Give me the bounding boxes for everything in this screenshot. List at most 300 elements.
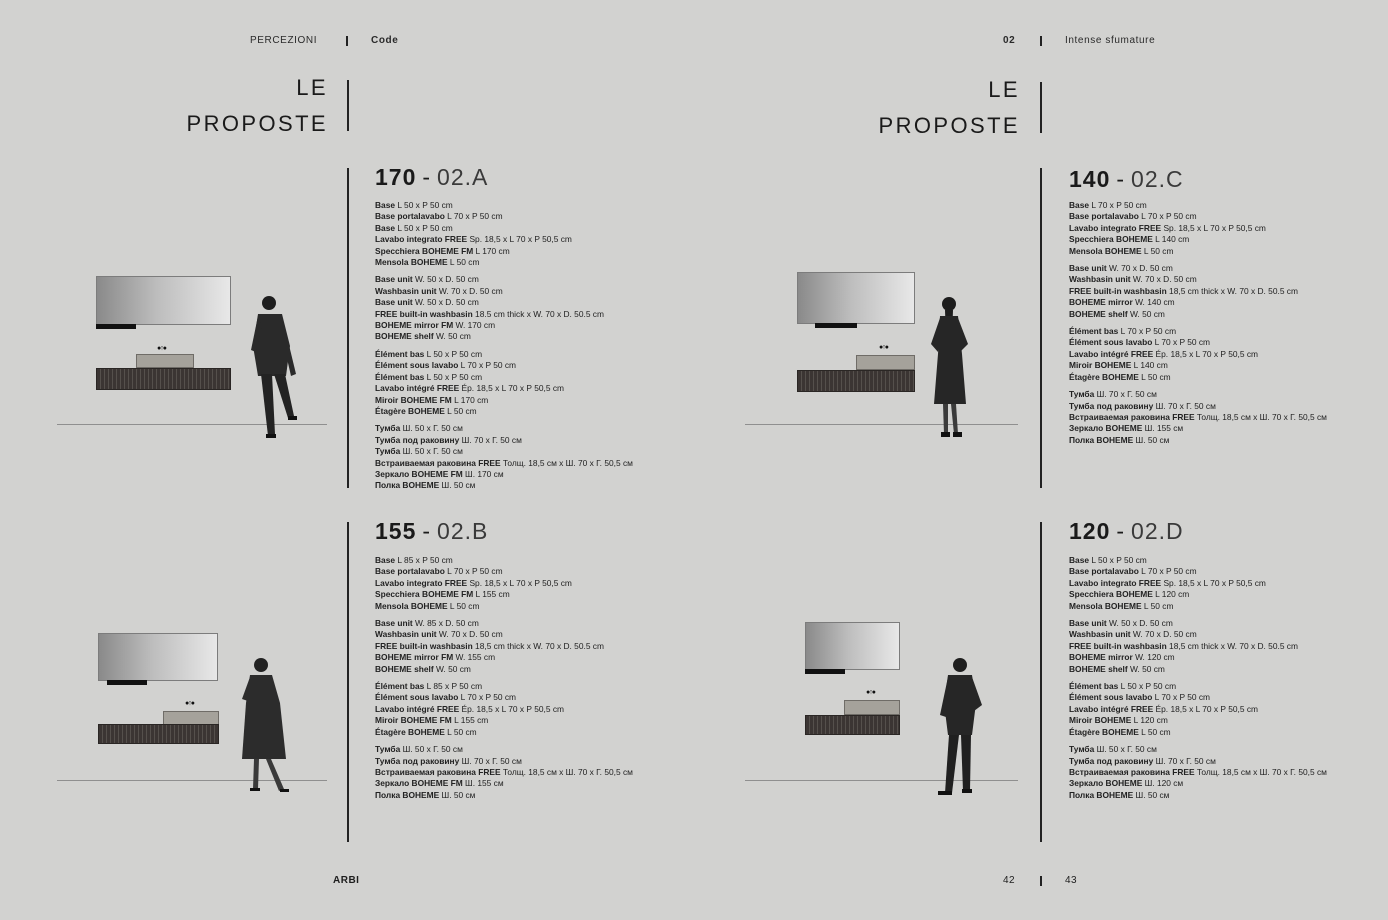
spec-item: Base unit xyxy=(1069,618,1107,629)
section-sub: Code xyxy=(371,35,399,46)
spec-line xyxy=(375,578,633,589)
spec-item: BOHEME mirror FM xyxy=(375,320,454,331)
spec-item: Lavabo integrato FREE xyxy=(1069,222,1162,233)
spec-line xyxy=(375,715,633,726)
spec-item: BOHEME mirror xyxy=(1069,652,1133,663)
composition-code: 02.A xyxy=(437,164,489,190)
spec-dimensions: Ш. 70 x Г. 50 см xyxy=(459,755,522,766)
tap-icon: ●↑● xyxy=(866,689,875,696)
spec-dimensions: L 50 cm xyxy=(447,257,480,268)
spec-dimensions: L 70 x P 50 cm xyxy=(1152,337,1211,348)
spec-dimensions: Ép. 18,5 x L 70 x P 50,5 cm xyxy=(459,703,564,714)
spec-line xyxy=(1069,223,1327,234)
spec-dimensions: W. 70 x D. 50 cm xyxy=(1106,263,1173,274)
spec-line xyxy=(375,692,633,703)
spec-dimensions: Ш. 70 x Г. 50 см xyxy=(1094,389,1157,400)
mirror-illustration xyxy=(797,272,915,324)
title-divider xyxy=(1040,82,1042,133)
mirror-shelf xyxy=(107,680,147,685)
spec-line xyxy=(375,257,633,268)
spec-item: Mensola BOHEME xyxy=(1069,600,1142,611)
spec-item: Lavabo intégré FREE xyxy=(375,703,460,714)
spec-dimensions: W. 70 x D. 50 cm xyxy=(1130,274,1197,285)
spec-line xyxy=(1069,589,1327,600)
person-figure xyxy=(240,655,292,797)
tap-icon: ●↑● xyxy=(879,344,888,351)
spec-item: FREE built-in washbasin xyxy=(1069,285,1167,296)
spec-item: Base portalavabo xyxy=(1069,211,1139,222)
header-divider xyxy=(1040,36,1042,46)
spec-dimensions: Ép. 18,5 x L 70 x P 50,5 cm xyxy=(459,383,564,394)
spec-dimensions: L 50 cm xyxy=(447,600,480,611)
spec-dimensions: L 50 x P 50 cm xyxy=(1118,681,1177,692)
spec-dimensions: Ép. 18,5 x L 70 x P 50,5 cm xyxy=(1153,703,1258,714)
spec-line xyxy=(375,331,633,342)
chapter-title: Intense sfumature xyxy=(1065,35,1156,46)
title-divider xyxy=(347,80,349,131)
spec-item: Lavabo intégré FREE xyxy=(1069,348,1154,359)
spec-group xyxy=(375,274,633,342)
spec-line xyxy=(1069,767,1327,778)
washbasin-illustration xyxy=(163,711,219,725)
spec-item: Base portalavabo xyxy=(1069,566,1139,577)
spec-item: Base unit xyxy=(375,274,413,285)
spec-line xyxy=(375,756,633,767)
spec-item: Lavabo integrato FREE xyxy=(375,577,468,588)
spec-dimensions: L 140 cm xyxy=(1131,360,1168,371)
spec-group xyxy=(375,555,633,612)
spec-dimensions: Толщ. 18,5 см x Ш. 70 x Г. 50,5 см xyxy=(500,457,633,468)
spec-item: Полка BOHEME xyxy=(1069,789,1134,800)
cabinet-illustration xyxy=(805,715,900,735)
spec-item: Mensola BOHEME xyxy=(375,600,448,611)
spec-group xyxy=(375,200,633,268)
spec-item: BOHEME shelf xyxy=(1069,308,1128,319)
spec-line xyxy=(1069,641,1327,652)
spec-line xyxy=(375,372,633,383)
spec-line xyxy=(1069,286,1327,297)
spec-line xyxy=(1069,790,1327,801)
spec-item: Полка BOHEME xyxy=(375,480,440,491)
cabinet-illustration xyxy=(96,368,231,390)
header-divider xyxy=(346,36,348,46)
spec-line xyxy=(1069,263,1327,274)
spec-dimensions: L 140 cm xyxy=(1152,234,1190,245)
spec-dimensions: W. 50 cm xyxy=(1127,663,1165,674)
spec-item: FREE built-in washbasin xyxy=(375,308,473,319)
spec-item: Étagère BOHEME xyxy=(375,405,445,416)
spec-line xyxy=(1069,274,1327,285)
spec-item: Élément bas xyxy=(375,681,425,692)
spec-item: Base xyxy=(1069,555,1090,565)
spec-item: Élément bas xyxy=(375,371,425,382)
spec-item: Зеркало BOHEME FM xyxy=(375,468,463,479)
spec-item: Specchiera BOHEME FM xyxy=(375,589,474,600)
spec-line xyxy=(1069,372,1327,383)
spec-line xyxy=(375,395,633,406)
spec-line xyxy=(1069,211,1327,222)
spec-line xyxy=(375,435,633,446)
spec-dimensions: Sp. 18,5 x L 70 x P 50,5 cm xyxy=(467,577,572,588)
spec-line xyxy=(375,406,633,417)
spec-item: Specchiera BOHEME xyxy=(1069,234,1153,245)
spec-item: Base xyxy=(1069,200,1090,210)
person-figure xyxy=(250,294,300,442)
spec-line xyxy=(375,790,633,801)
spec-line xyxy=(375,446,633,457)
spec-dimensions: Sp. 18,5 x L 70 x P 50,5 cm xyxy=(1161,222,1266,233)
spec-dimensions: L 70 x P 50 cm xyxy=(1118,326,1177,337)
spec-line xyxy=(1069,423,1327,434)
block-rule xyxy=(1040,522,1042,842)
title-line: LE xyxy=(988,77,1020,102)
spec-dimensions: L 50 cm xyxy=(444,726,477,737)
spec-item: Встраиваемая раковина FREE xyxy=(1069,411,1195,422)
spec-dimensions: Ш. 50 x Г. 50 см xyxy=(1094,744,1157,755)
spec-dimensions: Толщ. 18,5 см x Ш. 70 x Г. 50,5 см xyxy=(1194,766,1327,777)
spec-group xyxy=(375,423,633,491)
composition-heading-c: 140 - 02.C xyxy=(1069,166,1184,192)
spec-line xyxy=(1069,297,1327,308)
spec-dimensions: Ш. 70 x Г. 50 см xyxy=(1153,755,1216,766)
spec-list-d xyxy=(1069,555,1327,807)
spec-item: Washbasin unit xyxy=(1069,274,1131,285)
spec-item: Тумба под раковину xyxy=(1069,400,1154,411)
washbasin-illustration xyxy=(136,354,194,368)
person-figure xyxy=(928,294,970,444)
spec-item: Miroir BOHEME xyxy=(1069,360,1132,371)
spec-line xyxy=(1069,234,1327,245)
cabinet-illustration xyxy=(98,724,219,744)
spec-line xyxy=(375,704,633,715)
spec-line xyxy=(375,555,633,566)
spec-line xyxy=(375,767,633,778)
spec-line xyxy=(1069,778,1327,789)
spec-item: Встраиваемая раковина FREE xyxy=(375,766,501,777)
spec-dimensions: W. 140 cm xyxy=(1132,297,1175,308)
spec-item: Тумба xyxy=(375,446,401,457)
spec-line xyxy=(375,297,633,308)
title-line: LE xyxy=(296,75,328,100)
spec-dimensions: W. 70 x D. 50 cm xyxy=(436,629,503,640)
spec-dimensions: Ш. 50 см xyxy=(1133,789,1170,800)
spec-line xyxy=(375,601,633,612)
spec-dimensions: Ép. 18,5 x L 70 x P 50,5 cm xyxy=(1153,348,1258,359)
composition-code: 02.D xyxy=(1131,518,1184,544)
spec-item: Тумба под раковину xyxy=(375,434,460,445)
spec-item: Зеркало BOHEME xyxy=(1069,778,1143,789)
spec-line xyxy=(375,423,633,434)
spec-item: Mensola BOHEME xyxy=(1069,245,1142,256)
spec-dimensions: L 50 x P 50 cm xyxy=(395,200,453,210)
spec-line xyxy=(375,469,633,480)
spec-dimensions: 18,5 cm thick x W. 70 x D. 50.5 cm xyxy=(472,640,604,651)
spec-dimensions: L 50 cm xyxy=(1138,371,1171,382)
block-rule xyxy=(1040,168,1042,488)
spec-dimensions: Ш. 50 x Г. 50 см xyxy=(400,423,463,434)
spec-dimensions: L 50 x P 50 cm xyxy=(424,348,483,359)
spec-item: Mensola BOHEME xyxy=(375,257,448,268)
spec-dimensions: L 70 x P 50 cm xyxy=(1152,692,1211,703)
spec-item: BOHEME shelf xyxy=(375,331,434,342)
spec-item: Base unit xyxy=(1069,263,1107,274)
spec-line xyxy=(1069,715,1327,726)
spec-item: Тумба xyxy=(1069,389,1095,400)
spec-line xyxy=(1069,200,1327,211)
spec-group xyxy=(1069,618,1327,675)
spec-line xyxy=(375,234,633,245)
spec-item: Тумба под раковину xyxy=(1069,755,1154,766)
spec-group xyxy=(1069,326,1327,383)
spec-item: FREE built-in washbasin xyxy=(1069,640,1167,651)
spec-line xyxy=(375,246,633,257)
section-label: PERCEZIONI xyxy=(250,35,318,46)
spec-item: Lavabo intégré FREE xyxy=(375,383,460,394)
spec-item: Зеркало BOHEME xyxy=(1069,423,1143,434)
spec-line xyxy=(1069,389,1327,400)
spec-line xyxy=(1069,618,1327,629)
spec-item: Miroir BOHEME FM xyxy=(375,394,452,405)
washbasin-illustration xyxy=(856,355,915,370)
mirror-shelf xyxy=(815,323,857,328)
spec-line xyxy=(375,480,633,491)
spec-line xyxy=(1069,744,1327,755)
spec-line xyxy=(375,727,633,738)
spec-dimensions: L 70 x P 50 cm xyxy=(458,692,517,703)
floor-line xyxy=(745,424,1018,425)
spec-item: Washbasin unit xyxy=(375,629,437,640)
spec-group xyxy=(1069,681,1327,738)
tap-icon: ●↑● xyxy=(185,700,194,707)
page-title-left xyxy=(150,70,328,142)
spec-dimensions: W. 50 x D. 50 cm xyxy=(1106,618,1173,629)
spec-item: BOHEME mirror FM xyxy=(375,652,454,663)
title-line: PROPOSTE xyxy=(186,111,328,136)
width-number: 120 xyxy=(1069,518,1111,544)
spec-line xyxy=(375,566,633,577)
spec-dimensions: L 50 cm xyxy=(444,405,477,416)
spec-item: Washbasin unit xyxy=(1069,629,1131,640)
spec-line xyxy=(375,360,633,371)
spec-line xyxy=(1069,349,1327,360)
spec-item: Тумба xyxy=(1069,744,1095,755)
mirror-illustration xyxy=(96,276,231,325)
spec-line xyxy=(1069,601,1327,612)
spec-item: Élément bas xyxy=(1069,326,1119,337)
spec-group xyxy=(375,681,633,738)
spec-line xyxy=(375,641,633,652)
spec-item: Base portalavabo xyxy=(375,566,445,577)
spec-line xyxy=(1069,756,1327,767)
spec-line xyxy=(375,629,633,640)
spec-item: Base xyxy=(375,555,396,565)
spec-item: Base unit xyxy=(375,618,413,629)
spec-item: Base portalavabo xyxy=(375,211,445,222)
spec-item: Étagère BOHEME xyxy=(1069,726,1139,737)
page-number-left: 42 xyxy=(1003,875,1016,886)
spec-item: Base xyxy=(375,200,396,210)
composition-code: 02.B xyxy=(437,518,489,544)
spec-dimensions: Ш. 170 см xyxy=(462,468,504,479)
spec-dimensions: W. 170 cm xyxy=(453,320,496,331)
spec-line xyxy=(375,223,633,234)
footer-divider xyxy=(1040,876,1042,886)
spec-dimensions: W. 70 x D. 50 cm xyxy=(436,285,503,296)
spec-line xyxy=(375,458,633,469)
spec-dimensions: Ш. 50 см xyxy=(439,480,476,491)
spec-line xyxy=(375,589,633,600)
spec-line xyxy=(375,778,633,789)
spec-item: Встраиваемая раковина FREE xyxy=(1069,766,1195,777)
spec-dimensions: W. 50 cm xyxy=(1127,308,1165,319)
spec-dimensions: L 70 x P 50 cm xyxy=(1089,200,1147,210)
spec-item: Встраиваемая раковина FREE xyxy=(375,457,501,468)
spec-line xyxy=(1069,555,1327,566)
spec-group xyxy=(375,618,633,675)
composition-heading-a: 170 - 02.A xyxy=(375,164,489,190)
tap-icon: ●↑● xyxy=(157,345,166,352)
cabinet-illustration xyxy=(797,370,915,392)
spec-line xyxy=(375,681,633,692)
spec-line xyxy=(375,211,633,222)
spec-group xyxy=(1069,389,1327,446)
spec-dimensions: 18,5 cm thick x W. 70 x D. 50.5 cm xyxy=(1166,640,1298,651)
spec-item: Полка BOHEME xyxy=(375,789,440,800)
spec-dimensions: L 170 cm xyxy=(451,394,489,405)
spec-item: Lavabo intégré FREE xyxy=(1069,703,1154,714)
spec-item: BOHEME shelf xyxy=(375,663,434,674)
spec-item: Élément sous lavabo xyxy=(1069,692,1153,703)
spec-dimensions: Ш. 50 см xyxy=(439,789,476,800)
spec-group xyxy=(1069,263,1327,320)
spec-line xyxy=(1069,681,1327,692)
spec-item: Specchiera BOHEME xyxy=(1069,589,1153,600)
spec-item: Washbasin unit xyxy=(375,285,437,296)
spec-item: Lavabo integrato FREE xyxy=(375,234,468,245)
spec-dimensions: 18,5 cm thick x W. 70 x D. 50.5 cm xyxy=(1166,285,1298,296)
spec-item: Тумба под раковину xyxy=(375,755,460,766)
spec-item: BOHEME shelf xyxy=(1069,663,1128,674)
spec-dimensions: Ш. 155 см xyxy=(462,778,504,789)
spec-group xyxy=(1069,200,1327,257)
spec-line xyxy=(1069,629,1327,640)
spec-item: Élément sous lavabo xyxy=(375,360,459,371)
mirror-illustration xyxy=(805,622,900,670)
spec-dimensions: W. 85 x D. 50 cm xyxy=(412,618,479,629)
spec-group xyxy=(375,744,633,801)
spec-line xyxy=(375,664,633,675)
spec-dimensions: L 70 x P 50 cm xyxy=(458,360,517,371)
spec-dimensions: L 70 x P 50 cm xyxy=(444,211,503,222)
spec-dimensions: W. 155 cm xyxy=(453,652,496,663)
spec-group xyxy=(1069,744,1327,801)
page-number-right: 43 xyxy=(1065,875,1078,886)
spec-dimensions: L 70 x P 50 cm xyxy=(1138,211,1197,222)
spec-line xyxy=(1069,246,1327,257)
width-number: 170 xyxy=(375,164,417,190)
spec-dimensions: W. 50 cm xyxy=(433,663,471,674)
spec-item: Miroir BOHEME xyxy=(1069,715,1132,726)
composition-heading-d: 120 - 02.D xyxy=(1069,518,1184,544)
spec-line xyxy=(1069,309,1327,320)
spec-line xyxy=(1069,401,1327,412)
spec-item: Зеркало BOHEME FM xyxy=(375,778,463,789)
composition-heading-b: 155 - 02.B xyxy=(375,518,489,544)
spec-dimensions: Ш. 50 см xyxy=(1133,434,1170,445)
spec-line xyxy=(375,744,633,755)
spec-dimensions: L 50 x P 50 cm xyxy=(395,222,453,233)
spec-item: Полка BOHEME xyxy=(1069,434,1134,445)
spec-dimensions: W. 50 x D. 50 cm xyxy=(412,297,479,308)
spec-dimensions: L 155 cm xyxy=(473,589,510,600)
spec-dimensions: Ш. 50 x Г. 50 см xyxy=(400,446,463,457)
spec-line xyxy=(375,618,633,629)
brand-footer: ARBI xyxy=(333,875,360,886)
spec-item: Élément bas xyxy=(375,348,425,359)
spec-dimensions: L 85 x P 50 cm xyxy=(424,681,483,692)
spec-dimensions: W. 50 cm xyxy=(433,331,471,342)
spec-line xyxy=(1069,664,1327,675)
spec-line xyxy=(1069,566,1327,577)
spec-item: FREE built-in washbasin xyxy=(375,640,473,651)
spec-dimensions: 18.5 cm thick x W. 70 x D. 50.5 cm xyxy=(472,308,604,319)
spec-line xyxy=(375,349,633,360)
spec-item: Étagère BOHEME xyxy=(375,726,445,737)
spec-line xyxy=(1069,727,1327,738)
spec-item: BOHEME mirror xyxy=(1069,297,1133,308)
spec-line xyxy=(1069,326,1327,337)
spec-dimensions: Толщ. 18,5 см x Ш. 70 x Г. 50,5 см xyxy=(1194,411,1327,422)
page-title-right xyxy=(842,72,1020,144)
spec-dimensions: L 50 cm xyxy=(1141,600,1174,611)
spec-item: Élément sous lavabo xyxy=(1069,337,1153,348)
spec-item: Specchiera BOHEME FM xyxy=(375,245,474,256)
spec-line xyxy=(1069,360,1327,371)
width-number: 140 xyxy=(1069,166,1111,192)
person-figure xyxy=(930,655,986,800)
spec-dimensions: L 120 cm xyxy=(1131,715,1168,726)
spec-line xyxy=(375,320,633,331)
spec-line xyxy=(375,383,633,394)
spec-item: Élément sous lavabo xyxy=(375,692,459,703)
spec-dimensions: Ш. 155 см xyxy=(1142,423,1184,434)
spec-line xyxy=(1069,692,1327,703)
spec-dimensions: Sp. 18,5 x L 70 x P 50,5 cm xyxy=(1161,577,1266,588)
mirror-illustration xyxy=(98,633,218,681)
block-rule xyxy=(347,168,349,488)
spec-dimensions: L 50 cm xyxy=(1141,245,1174,256)
spec-item: Тумба xyxy=(375,744,401,755)
spec-dimensions: L 170 cm xyxy=(473,245,510,256)
spec-item: Base unit xyxy=(375,297,413,308)
composition-code: 02.C xyxy=(1131,166,1184,192)
spec-dimensions: W. 120 cm xyxy=(1132,652,1175,663)
chapter-number: 02 xyxy=(1003,35,1016,46)
spec-dimensions: Sp. 18,5 x L 70 x P 50,5 cm xyxy=(467,234,572,245)
spec-line xyxy=(375,652,633,663)
spec-dimensions: W. 50 x D. 50 cm xyxy=(412,274,479,285)
spec-dimensions: Ш. 50 x Г. 50 см xyxy=(400,744,463,755)
spec-group xyxy=(1069,555,1327,612)
spec-item: Тумба xyxy=(375,423,401,434)
spec-line xyxy=(1069,412,1327,423)
spec-line xyxy=(1069,435,1327,446)
spec-dimensions: L 155 cm xyxy=(451,715,489,726)
spec-line xyxy=(375,286,633,297)
spec-dimensions: L 70 x P 50 cm xyxy=(444,566,503,577)
spec-line xyxy=(1069,704,1327,715)
spec-line xyxy=(1069,652,1327,663)
